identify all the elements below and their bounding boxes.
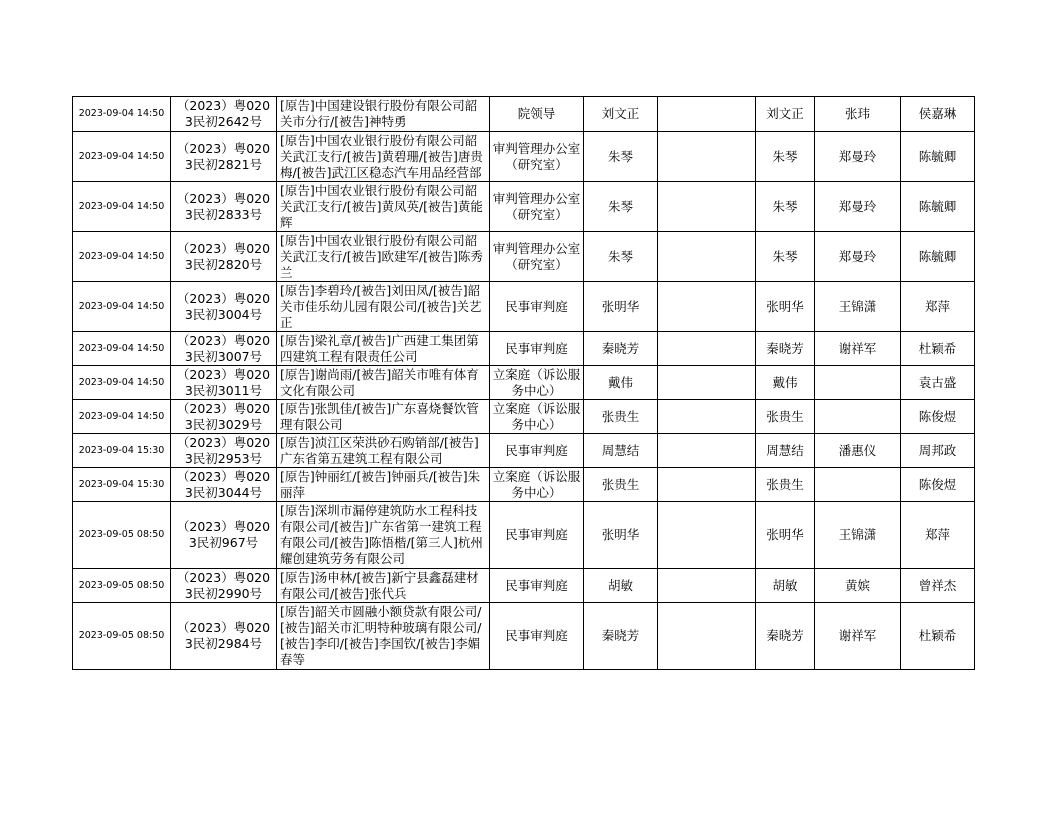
- datetime-cell: 2023-09-04 14:50: [73, 366, 171, 400]
- parties-cell: [原告]李碧玲/[被告]刘田凤/[被告]韶关市佳乐幼儿园有限公司/[被告]关艺正: [277, 282, 490, 332]
- clerk-cell: 袁古盛: [901, 366, 975, 400]
- judge-cell: 张贵生: [756, 468, 815, 502]
- judge-assistant-cell: 谢祥军: [815, 603, 901, 670]
- table-row: [73, 400, 975, 434]
- judge-cell: 朱琴: [756, 182, 815, 232]
- presiding-judge-cell: 朱琴: [584, 232, 658, 282]
- presiding-judge-cell: 胡敏: [584, 569, 658, 603]
- case-number-cell: （2023）粤0203民初967号: [171, 502, 277, 569]
- clerk-cell: 杜颖希: [901, 332, 975, 366]
- clerk-cell: 陈俊煜: [901, 400, 975, 434]
- table-row: [73, 569, 975, 603]
- datetime-cell: 2023-09-04 14:50: [73, 400, 171, 434]
- table-row: [73, 434, 975, 468]
- clerk-cell: 陈毓卿: [901, 232, 975, 282]
- parties-cell: [原告]中国农业银行股份有限公司韶关武江支行/[被告]欧建军/[被告]陈秀兰: [277, 232, 490, 282]
- case-number-cell: （2023）粤0203民初2953号: [171, 434, 277, 468]
- presiding-judge-cell: 张贵生: [584, 400, 658, 434]
- presiding-judge-cell: 刘文正: [584, 97, 658, 132]
- presiding-judge-cell: 朱琴: [584, 182, 658, 232]
- judge-cell: 刘文正: [756, 97, 815, 132]
- department-cell: 立案庭（诉讼服务中心）: [490, 468, 584, 502]
- blank-cell: [658, 332, 756, 366]
- blank-cell: [658, 569, 756, 603]
- parties-cell: [原告]钟丽红/[被告]钟丽兵/[被告]朱丽萍: [277, 468, 490, 502]
- clerk-cell: 杜颖希: [901, 603, 975, 670]
- judge-assistant-cell: [815, 468, 901, 502]
- presiding-judge-cell: 戴伟: [584, 366, 658, 400]
- department-cell: 审判管理办公室（研究室）: [490, 232, 584, 282]
- hearing-schedule-table: [72, 96, 975, 670]
- case-number-cell: （2023）粤0203民初3011号: [171, 366, 277, 400]
- judge-cell: 戴伟: [756, 366, 815, 400]
- parties-cell: [原告]中国农业银行股份有限公司韶关武江支行/[被告]黄凤英/[被告]黄能辉: [277, 182, 490, 232]
- clerk-cell: 曾祥杰: [901, 569, 975, 603]
- blank-cell: [658, 468, 756, 502]
- table-row: [73, 603, 975, 670]
- table-row: [73, 366, 975, 400]
- judge-assistant-cell: 郑曼玲: [815, 132, 901, 182]
- case-number-cell: （2023）粤0203民初3004号: [171, 282, 277, 332]
- parties-cell: [原告]梁礼章/[被告]广西建工集团第四建筑工程有限责任公司: [277, 332, 490, 366]
- blank-cell: [658, 282, 756, 332]
- table-row: [73, 468, 975, 502]
- datetime-cell: 2023-09-05 08:50: [73, 603, 171, 670]
- department-cell: 民事审判庭: [490, 569, 584, 603]
- presiding-judge-cell: 朱琴: [584, 132, 658, 182]
- judge-assistant-cell: 张玮: [815, 97, 901, 132]
- table-row: [73, 97, 975, 132]
- department-cell: 民事审判庭: [490, 282, 584, 332]
- presiding-judge-cell: 张贵生: [584, 468, 658, 502]
- blank-cell: [658, 132, 756, 182]
- department-cell: 民事审判庭: [490, 434, 584, 468]
- judge-cell: 张贵生: [756, 400, 815, 434]
- blank-cell: [658, 97, 756, 132]
- parties-cell: [原告]谢尚雨/[被告]韶关市唯有体育文化有限公司: [277, 366, 490, 400]
- table-row: [73, 282, 975, 332]
- blank-cell: [658, 502, 756, 569]
- department-cell: 民事审判庭: [490, 502, 584, 569]
- case-number-cell: （2023）粤0203民初2821号: [171, 132, 277, 182]
- clerk-cell: 侯嘉琳: [901, 97, 975, 132]
- judge-assistant-cell: 郑曼玲: [815, 182, 901, 232]
- datetime-cell: 2023-09-04 14:50: [73, 282, 171, 332]
- clerk-cell: 郑萍: [901, 282, 975, 332]
- case-number-cell: （2023）粤0203民初2820号: [171, 232, 277, 282]
- datetime-cell: 2023-09-04 15:30: [73, 434, 171, 468]
- parties-cell: [原告]中国建设银行股份有限公司韶关市分行/[被告]神特勇: [277, 97, 490, 132]
- judge-assistant-cell: [815, 400, 901, 434]
- judge-assistant-cell: 潘惠仪: [815, 434, 901, 468]
- table-row: [73, 132, 975, 182]
- judge-assistant-cell: 黄嫔: [815, 569, 901, 603]
- parties-cell: [原告]中国农业银行股份有限公司韶关武江支行/[被告]黄碧珊/[被告]唐贵梅/[被告]武江区稳态汽车用品经营部: [277, 132, 490, 182]
- judge-cell: 秦晓芳: [756, 332, 815, 366]
- presiding-judge-cell: 秦晓芳: [584, 332, 658, 366]
- datetime-cell: 2023-09-05 08:50: [73, 569, 171, 603]
- parties-cell: [原告]浈江区荣洪砂石购销部/[被告]广东省第五建筑工程有限公司: [277, 434, 490, 468]
- department-cell: 院领导: [490, 97, 584, 132]
- department-cell: 立案庭（诉讼服务中心）: [490, 400, 584, 434]
- presiding-judge-cell: 张明华: [584, 502, 658, 569]
- table-body: [73, 97, 975, 670]
- datetime-cell: 2023-09-05 08:50: [73, 502, 171, 569]
- datetime-cell: 2023-09-04 14:50: [73, 332, 171, 366]
- parties-cell: [原告]韶关市圆融小额贷款有限公司/[被告]韶关市汇明特种玻璃有限公司/[被告]李印/[被告]李国钦/[被告]李媚春等: [277, 603, 490, 670]
- datetime-cell: 2023-09-04 14:50: [73, 132, 171, 182]
- parties-cell: [原告]汤申林/[被告]新宁县鑫磊建材有限公司/[被告]张代兵: [277, 569, 490, 603]
- parties-cell: [原告]张凯佳/[被告]广东喜烧餐饮管理有限公司: [277, 400, 490, 434]
- case-number-cell: （2023）粤0203民初3044号: [171, 468, 277, 502]
- judge-cell: 张明华: [756, 502, 815, 569]
- judge-cell: 胡敏: [756, 569, 815, 603]
- clerk-cell: 陈俊煜: [901, 468, 975, 502]
- blank-cell: [658, 400, 756, 434]
- judge-assistant-cell: 谢祥军: [815, 332, 901, 366]
- datetime-cell: 2023-09-04 15:30: [73, 468, 171, 502]
- datetime-cell: 2023-09-04 14:50: [73, 97, 171, 132]
- table-row: [73, 332, 975, 366]
- judge-assistant-cell: [815, 366, 901, 400]
- judge-cell: 张明华: [756, 282, 815, 332]
- case-number-cell: （2023）粤0203民初2990号: [171, 569, 277, 603]
- clerk-cell: 陈毓卿: [901, 182, 975, 232]
- judge-assistant-cell: 王锦潇: [815, 282, 901, 332]
- judge-cell: 朱琴: [756, 132, 815, 182]
- blank-cell: [658, 434, 756, 468]
- presiding-judge-cell: 秦晓芳: [584, 603, 658, 670]
- table-row: [73, 182, 975, 232]
- datetime-cell: 2023-09-04 14:50: [73, 232, 171, 282]
- parties-cell: [原告]深圳市漏停建筑防水工程科技有限公司/[被告]广东省第一建筑工程有限公司/[被告]陈悟楷/[第三人]杭州耀创建筑劳务有限公司: [277, 502, 490, 569]
- presiding-judge-cell: 周慧结: [584, 434, 658, 468]
- clerk-cell: 周邦政: [901, 434, 975, 468]
- case-number-cell: （2023）粤0203民初2984号: [171, 603, 277, 670]
- judge-cell: 秦晓芳: [756, 603, 815, 670]
- judge-cell: 周慧结: [756, 434, 815, 468]
- datetime-cell: 2023-09-04 14:50: [73, 182, 171, 232]
- department-cell: 审判管理办公室（研究室）: [490, 132, 584, 182]
- blank-cell: [658, 366, 756, 400]
- department-cell: 民事审判庭: [490, 603, 584, 670]
- case-number-cell: （2023）粤0203民初2833号: [171, 182, 277, 232]
- clerk-cell: 郑萍: [901, 502, 975, 569]
- case-number-cell: （2023）粤0203民初3007号: [171, 332, 277, 366]
- blank-cell: [658, 603, 756, 670]
- table-row: [73, 232, 975, 282]
- judge-assistant-cell: 王锦潇: [815, 502, 901, 569]
- presiding-judge-cell: 张明华: [584, 282, 658, 332]
- judge-assistant-cell: 郑曼玲: [815, 232, 901, 282]
- blank-cell: [658, 182, 756, 232]
- clerk-cell: 陈毓卿: [901, 132, 975, 182]
- department-cell: 民事审判庭: [490, 332, 584, 366]
- case-number-cell: （2023）粤0203民初2642号: [171, 97, 277, 132]
- blank-cell: [658, 232, 756, 282]
- department-cell: 审判管理办公室（研究室）: [490, 182, 584, 232]
- department-cell: 立案庭（诉讼服务中心）: [490, 366, 584, 400]
- table-row: [73, 502, 975, 569]
- case-number-cell: （2023）粤0203民初3029号: [171, 400, 277, 434]
- judge-cell: 朱琴: [756, 232, 815, 282]
